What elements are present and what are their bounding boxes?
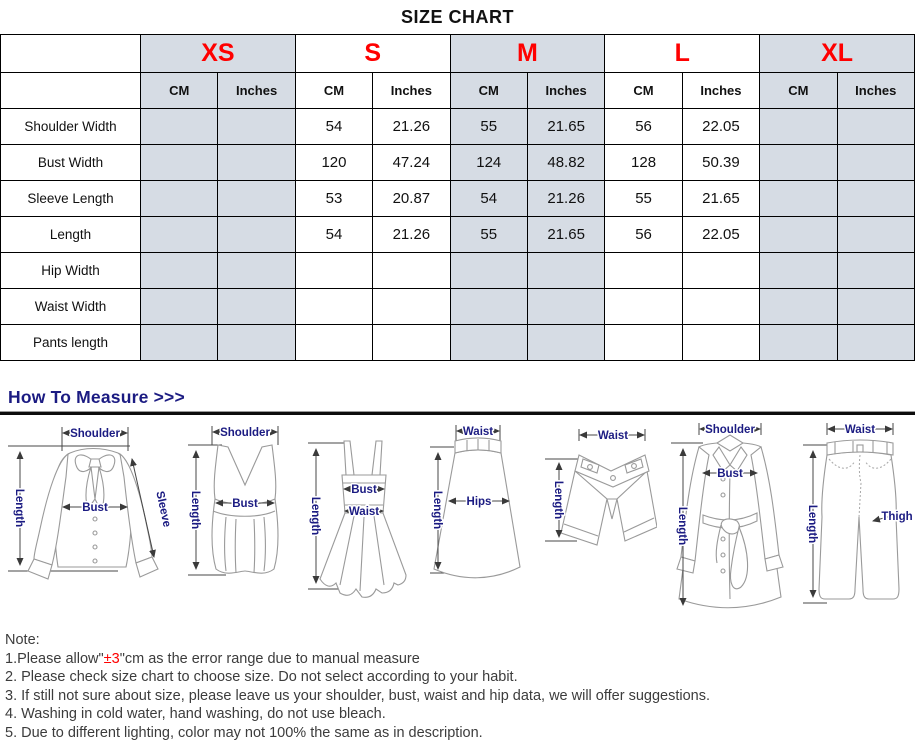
value-cell	[760, 109, 837, 145]
size-table-body	[1, 109, 915, 361]
measure-label: Waist	[597, 430, 628, 442]
value-cell	[218, 145, 295, 181]
size-header-l: L	[605, 35, 760, 73]
value-cell	[760, 145, 837, 181]
measure-label: Waist	[844, 424, 876, 436]
measure-label: Waist	[349, 506, 380, 518]
value-cell	[527, 325, 604, 361]
value-cell: 20.87	[373, 181, 450, 217]
value-cell: 21.65	[527, 217, 604, 253]
value-cell: 21.26	[527, 181, 604, 217]
value-cell	[450, 253, 527, 289]
value-cell	[527, 289, 604, 325]
value-cell: 22.05	[682, 217, 759, 253]
row-label: Sleeve Length	[1, 181, 141, 217]
measure-label: Length	[431, 490, 444, 530]
value-cell	[605, 253, 682, 289]
measurement-row	[1, 325, 915, 361]
value-cell: 55	[450, 217, 527, 253]
unit-header-cm: CM	[760, 73, 837, 109]
value-cell	[295, 325, 372, 361]
value-cell	[527, 253, 604, 289]
value-cell	[682, 289, 759, 325]
value-cell	[450, 325, 527, 361]
value-cell	[760, 181, 837, 217]
measurement-row	[1, 253, 915, 289]
garment-blouse	[0, 421, 180, 617]
size-header-s: S	[295, 35, 450, 73]
corner-cell	[1, 73, 141, 109]
value-cell	[605, 325, 682, 361]
value-cell	[141, 289, 218, 325]
value-cell: 53	[295, 181, 372, 217]
value-cell	[837, 217, 914, 253]
unit-header-inches: Inches	[218, 73, 295, 109]
size-header-xl: XL	[760, 35, 915, 73]
value-cell	[141, 181, 218, 217]
value-cell: 55	[605, 181, 682, 217]
value-cell: 50.39	[682, 145, 759, 181]
measure-label: Length	[189, 490, 202, 530]
value-cell	[218, 109, 295, 145]
value-cell: 120	[295, 145, 372, 181]
garment-tank-top	[182, 421, 300, 617]
measure-label: Bust	[82, 502, 108, 514]
value-cell: 48.82	[527, 145, 604, 181]
row-label: Waist Width	[1, 289, 141, 325]
value-cell	[141, 145, 218, 181]
value-cell	[141, 325, 218, 361]
corner-cell	[1, 35, 141, 73]
value-cell: 21.26	[373, 109, 450, 145]
measure-label: Length	[805, 504, 818, 544]
value-cell	[837, 253, 914, 289]
measure-label: Hips	[467, 496, 492, 508]
measure-label: Bust	[717, 468, 743, 480]
value-cell	[837, 325, 914, 361]
unit-header-inches: Inches	[837, 73, 914, 109]
value-cell	[605, 289, 682, 325]
value-cell: 54	[450, 181, 527, 217]
measurement-row	[1, 217, 915, 253]
value-cell	[218, 217, 295, 253]
value-cell: 54	[295, 109, 372, 145]
value-cell	[760, 253, 837, 289]
section-divider	[0, 411, 915, 415]
note-line-1	[5, 650, 915, 669]
measure-label: Thigh	[881, 511, 913, 523]
row-label: Bust Width	[1, 145, 141, 181]
value-cell	[760, 325, 837, 361]
measurement-row	[1, 145, 915, 181]
unit-header-cm: CM	[450, 73, 527, 109]
garment-coat	[659, 421, 793, 617]
value-cell	[837, 181, 914, 217]
value-cell	[837, 145, 914, 181]
note-line-5: 5. Due to different lighting, color may not 100% the same as in description.	[5, 724, 483, 741]
value-cell: 21.65	[527, 109, 604, 145]
value-cell	[837, 289, 914, 325]
row-label: Length	[1, 217, 141, 253]
value-cell	[295, 253, 372, 289]
garment-pants	[795, 421, 915, 617]
note-1-tolerance: ±3	[103, 650, 120, 667]
garment-shorts	[533, 421, 657, 617]
value-cell: 54	[295, 217, 372, 253]
notes-heading: Note:	[5, 632, 40, 648]
value-cell: 47.24	[373, 145, 450, 181]
value-cell	[218, 289, 295, 325]
value-cell: 21.65	[682, 181, 759, 217]
note-1-suffix: "cm as the error range due to manual measure	[119, 650, 420, 667]
row-label: Pants length	[1, 325, 141, 361]
unit-header-cm: CM	[295, 73, 372, 109]
value-cell	[760, 289, 837, 325]
measure-label: Length	[675, 506, 688, 546]
size-table	[0, 34, 915, 361]
measurement-diagrams	[0, 421, 915, 621]
measure-label: Length	[551, 480, 564, 520]
measure-label: Shoulder	[70, 428, 120, 440]
row-label: Shoulder Width	[1, 109, 141, 145]
value-cell	[682, 253, 759, 289]
value-cell	[218, 181, 295, 217]
value-cell	[141, 253, 218, 289]
value-cell	[837, 109, 914, 145]
size-header-xs: XS	[141, 35, 296, 73]
value-cell: 22.05	[682, 109, 759, 145]
measurement-row	[1, 181, 915, 217]
value-cell: 55	[450, 109, 527, 145]
measure-label: Bust	[232, 498, 258, 510]
value-cell	[141, 217, 218, 253]
value-cell	[373, 253, 450, 289]
unit-header-row	[1, 73, 915, 109]
value-cell	[682, 325, 759, 361]
measurement-row	[1, 109, 915, 145]
value-cell: 128	[605, 145, 682, 181]
measure-label: Length	[309, 496, 322, 536]
value-cell: 124	[450, 145, 527, 181]
note-1-prefix: 1.Please allow"	[5, 650, 104, 667]
measure-label: Shoulder	[220, 427, 271, 439]
value-cell: 56	[605, 217, 682, 253]
page-title: SIZE CHART	[401, 7, 514, 27]
row-label: Hip Width	[1, 253, 141, 289]
measurement-row	[1, 289, 915, 325]
measure-label: Length	[13, 488, 25, 528]
unit-header-inches: Inches	[682, 73, 759, 109]
notes-section	[5, 631, 915, 742]
size-header-row	[1, 35, 915, 73]
unit-header-inches: Inches	[527, 73, 604, 109]
how-to-measure-heading: How To Measure >>>	[8, 387, 185, 407]
value-cell	[218, 325, 295, 361]
unit-header-inches: Inches	[373, 73, 450, 109]
value-cell	[450, 289, 527, 325]
measure-label: Waist	[463, 426, 494, 438]
garment-skirt	[422, 421, 530, 617]
note-line-4: 4. Washing in cold water, hand washing, do not use bleach.	[5, 706, 386, 722]
measure-label: Sleeve	[153, 490, 173, 529]
value-cell	[760, 217, 837, 253]
unit-header-cm: CM	[605, 73, 682, 109]
value-cell	[218, 253, 295, 289]
value-cell: 56	[605, 109, 682, 145]
value-cell	[295, 289, 372, 325]
value-cell: 21.26	[373, 217, 450, 253]
value-cell	[141, 109, 218, 145]
measure-label: Bust	[351, 484, 378, 496]
note-line-2: 2. Please check size chart to choose size. Do not select according to your habit.	[5, 669, 518, 685]
note-line-3: 3. If still not sure about size, please leave us your shoulder, bust, waist and hip data, we will offer suggestions.	[5, 687, 710, 704]
size-header-m: M	[450, 35, 605, 73]
unit-header-cm: CM	[141, 73, 218, 109]
value-cell	[373, 325, 450, 361]
value-cell	[373, 289, 450, 325]
measure-label: Shoulder	[704, 424, 755, 436]
garment-dress	[302, 421, 420, 617]
